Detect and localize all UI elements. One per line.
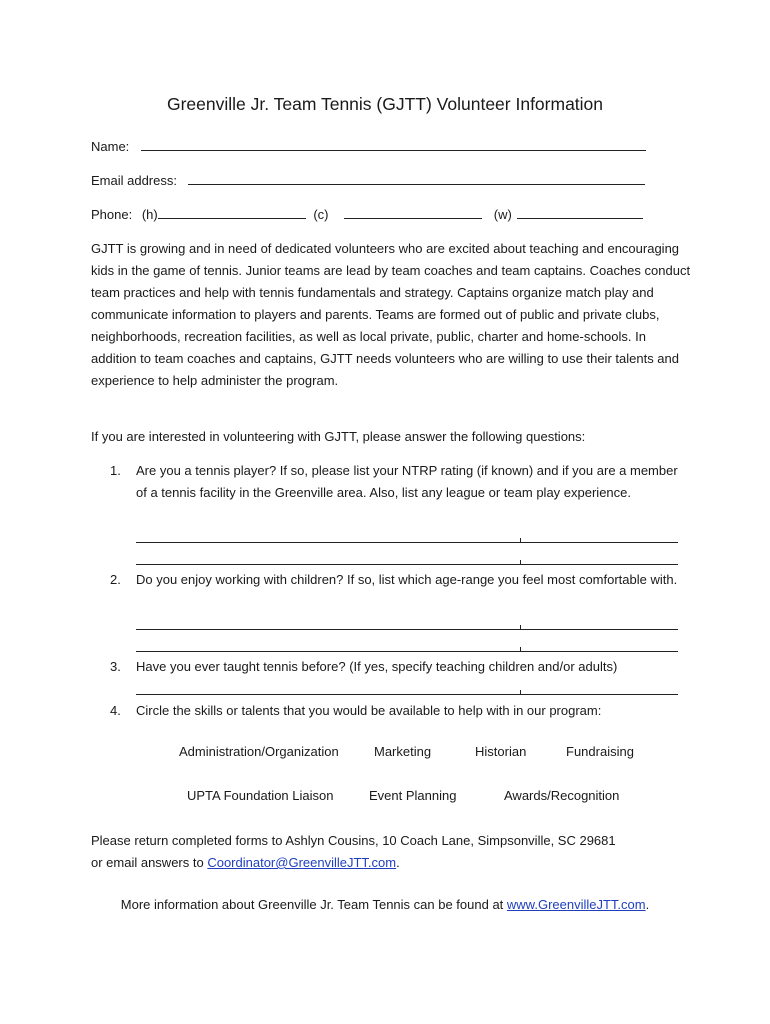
skill-historian[interactable]: Historian: [475, 744, 527, 759]
more-info-line: [0, 897, 770, 912]
questions-intro: If you are interested in volunteering with GJTT, please answer the following questions:: [91, 429, 586, 444]
website-link[interactable]: www.GreenvilleJTT.com: [506, 897, 646, 912]
email-blank-line[interactable]: [188, 172, 645, 185]
phone-cell-label: (c): [313, 207, 329, 222]
answer-line[interactable]: [136, 629, 678, 630]
intro-paragraph: GJTT is growing and in need of dedicated volunteers who are excited about teaching and encouraging kids in the game of tennis. Junior teams are lead by team coaches and team captains. Coaches conduct team practices and help with tennis fundamentals and strategy. Captains organize match play and communicate information to players and parents. Teams are formed out of public and private clubs, neighborhoods, recreation facilities, as well as local private, public, charter and home-schools. In addition to team coaches and captains, GJTT needs volunteers who are willing to use their talents and experience to help administer the program.: [91, 241, 691, 388]
phone-label: Phone:: [91, 207, 133, 222]
name-label: Name:: [91, 139, 130, 154]
skill-marketing[interactable]: Marketing: [374, 744, 432, 759]
skill-fundraising[interactable]: Fundraising: [566, 744, 634, 759]
return-address: Please return completed forms to Ashlyn Cousins, 10 Coach Lane, Simpsonville, SC 29681: [91, 833, 616, 848]
phone-field-row: [91, 206, 643, 222]
question-number: 3.: [110, 659, 121, 674]
email-label: Email address:: [91, 173, 177, 188]
question-2: [110, 569, 680, 591]
question-1: [110, 460, 680, 504]
question-text: Do you enjoy working with children? If so, list which age-range you feel most comfortable with.: [136, 572, 678, 587]
phone-cell-line[interactable]: [344, 206, 482, 219]
question-4: [110, 700, 680, 722]
coordinator-email-link[interactable]: Coordinator@GreenvilleJTT.com: [207, 855, 397, 870]
answer-line[interactable]: [136, 651, 678, 652]
email-field-row: [91, 172, 645, 188]
answer-line[interactable]: [136, 564, 678, 565]
question-number: 4.: [110, 703, 121, 718]
answer-line[interactable]: [136, 542, 678, 543]
phone-home-line[interactable]: [158, 206, 306, 219]
skill-upta-liaison[interactable]: UPTA Foundation Liaison: [187, 788, 334, 803]
answer-line[interactable]: [136, 694, 678, 695]
phone-work-line[interactable]: [517, 206, 643, 219]
question-number: 2.: [110, 572, 121, 587]
return-email-prefix: or email answers to: [91, 855, 208, 870]
name-field-row: [91, 138, 646, 154]
question-number: 1.: [110, 463, 121, 478]
skill-awards[interactable]: Awards/Recognition: [504, 788, 620, 803]
question-text: Circle the skills or talents that you would be available to help with in our program:: [136, 703, 602, 718]
return-email-suffix: .: [396, 855, 400, 870]
question-text: Are you a tennis player? If so, please list your NTRP rating (if known) and if you are a member of a tennis facility in the Greenville area. Also, list any league or team play experience.: [136, 463, 678, 500]
question-text: Have you ever taught tennis before? (If yes, specify teaching children and/or adults): [136, 659, 618, 674]
page-title: Greenville Jr. Team Tennis (GJTT) Volunteer Information: [166, 94, 604, 114]
name-blank-line[interactable]: [141, 138, 646, 151]
return-email-line: [91, 852, 691, 874]
more-info-prefix: More information about Greenville Jr. Team Tennis can be found at: [120, 897, 507, 912]
question-3: [110, 656, 680, 678]
phone-home-label: (h): [141, 207, 158, 222]
skill-event-planning[interactable]: Event Planning: [369, 788, 457, 803]
phone-work-label: (w): [493, 207, 512, 222]
more-info-suffix: .: [645, 897, 650, 912]
skill-administration[interactable]: Administration/Organization: [179, 744, 339, 759]
